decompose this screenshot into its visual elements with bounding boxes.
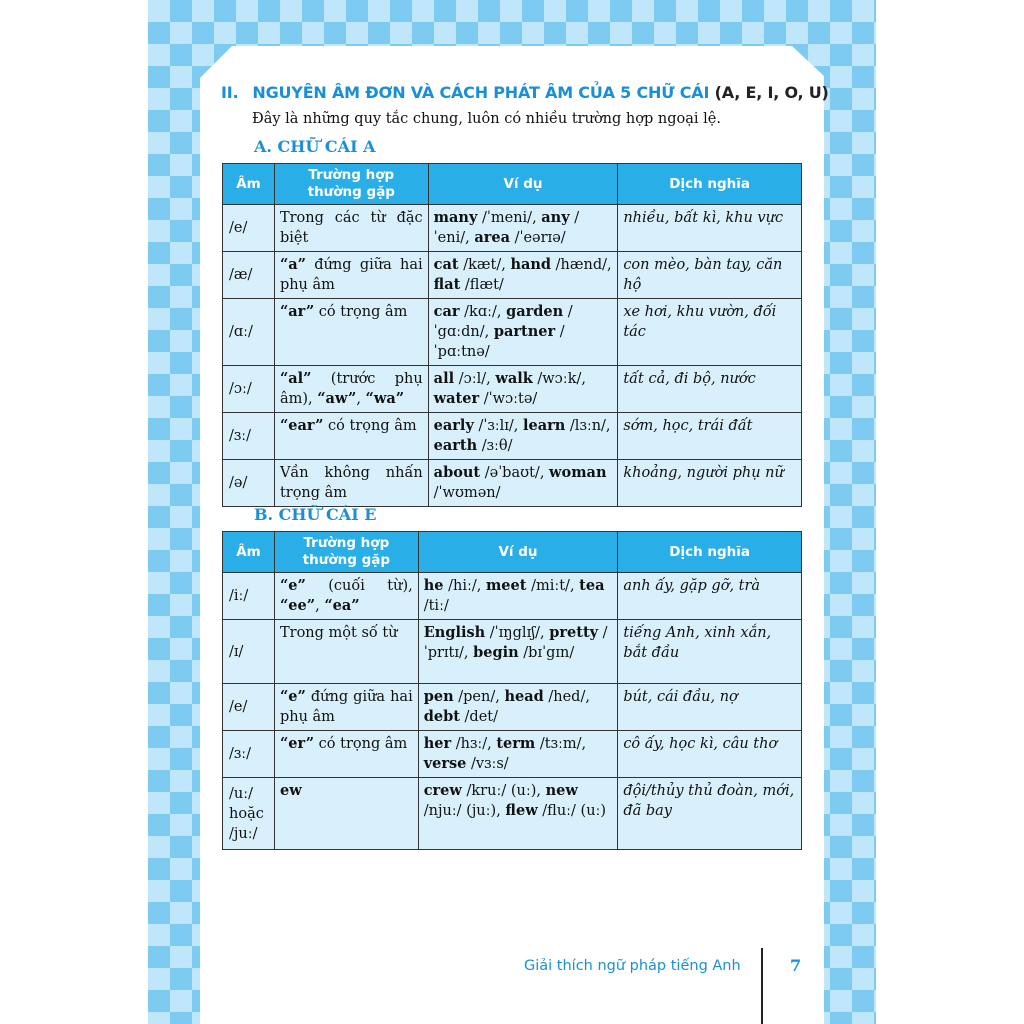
header-example: Ví dụ bbox=[418, 532, 618, 573]
page-number: 7 bbox=[790, 956, 802, 975]
case-cell: “ar” có trọng âm bbox=[274, 299, 428, 366]
example-cell: early /ˈɜːlɪ/, learn /lɜːn/, earth /ɜːθ/ bbox=[428, 413, 618, 460]
section-number: II. bbox=[221, 83, 239, 102]
example-cell: English /ˈɪŋglɪʃ/, pretty /ˈprɪtɪ/, begin /bɪˈgɪn/ bbox=[418, 620, 618, 684]
table-row bbox=[223, 684, 802, 731]
meaning-cell: cô ấy, học kì, câu thơ bbox=[618, 731, 802, 778]
table-header-row bbox=[223, 164, 802, 205]
header-am: Âm bbox=[223, 532, 275, 573]
section-intro: Đây là những quy tắc chung, luôn có nhiều trường hợp ngoại lệ. bbox=[252, 111, 721, 127]
header-example: Ví dụ bbox=[428, 164, 618, 205]
subheading-letter-a: A. CHỮ CÁI A bbox=[254, 137, 376, 156]
table-row bbox=[223, 205, 802, 252]
table-row bbox=[223, 573, 802, 620]
meaning-cell: tất cả, đi bộ, nước bbox=[618, 366, 802, 413]
case-cell: “e” đứng giữa hai phụ âm bbox=[274, 684, 418, 731]
case-cell: Trong các từ đặc biệt bbox=[274, 205, 428, 252]
case-cell: “al” (trước phụ âm), “aw”, “wa” bbox=[274, 366, 428, 413]
footer-divider bbox=[761, 948, 763, 1024]
section-title: NGUYÊN ÂM ĐƠN VÀ CÁCH PHÁT ÂM CỦA 5 CHỮ CÁI bbox=[252, 83, 710, 102]
example-cell: about /əˈbaʊt/, woman /ˈwʊmən/ bbox=[428, 460, 618, 507]
section-letters: (A, E, I, O, U) bbox=[714, 83, 829, 102]
sound-cell: /e/ bbox=[223, 684, 275, 731]
table-letter-a bbox=[222, 163, 802, 507]
sound-cell: /ɪ/ bbox=[223, 620, 275, 684]
example-cell: he /hiː/, meet /miːt/, tea /tiː/ bbox=[418, 573, 618, 620]
sound-cell: /uː/ hoặc /juː/ bbox=[223, 778, 275, 850]
table-a-body bbox=[223, 205, 802, 507]
header-am: Âm bbox=[223, 164, 275, 205]
table-row bbox=[223, 620, 802, 684]
header-meaning: Dịch nghĩa bbox=[618, 164, 802, 205]
table-header-row bbox=[223, 532, 802, 573]
case-cell: “er” có trọng âm bbox=[274, 731, 418, 778]
meaning-cell: đội/thủy thủ đoàn, mới, đã bay bbox=[618, 778, 802, 850]
sound-cell: /æ/ bbox=[223, 252, 275, 299]
meaning-cell: bút, cái đầu, nợ bbox=[618, 684, 802, 731]
example-cell: all /ɔːl/, walk /wɔːk/, water /ˈwɔːtə/ bbox=[428, 366, 618, 413]
subheading-letter-e: B. CHỮ CÁI E bbox=[254, 505, 377, 524]
table-row bbox=[223, 778, 802, 850]
footer-book-title: Giải thích ngữ pháp tiếng Anh bbox=[524, 958, 741, 974]
example-cell: crew /kruː/ (uː), new /njuː/ (juː), flew /fluː/ (uː) bbox=[418, 778, 618, 850]
example-cell: car /kɑː/, garden /ˈgɑːdn/, partner /ˈpɑːtnə/ bbox=[428, 299, 618, 366]
sound-cell: /ɜː/ bbox=[223, 731, 275, 778]
sound-cell: /ɜː/ bbox=[223, 413, 275, 460]
case-cell: Trong một số từ bbox=[274, 620, 418, 684]
example-cell: her /hɜː/, term /tɜːm/, verse /vɜːs/ bbox=[418, 731, 618, 778]
meaning-cell: tiếng Anh, xinh xắn, bắt đầu bbox=[618, 620, 802, 684]
sound-cell: /ɑː/ bbox=[223, 299, 275, 366]
table-row bbox=[223, 366, 802, 413]
sound-cell: /ɔː/ bbox=[223, 366, 275, 413]
case-cell: Vần không nhấn trọng âm bbox=[274, 460, 428, 507]
meaning-cell: sớm, học, trái đất bbox=[618, 413, 802, 460]
case-cell: “e” (cuối từ), “ee”, “ea” bbox=[274, 573, 418, 620]
header-case: Trường hợp thường gặp bbox=[274, 164, 428, 205]
example-cell: many /ˈmeni/, any /ˈeni/, area /ˈeərɪə/ bbox=[428, 205, 618, 252]
meaning-cell: anh ấy, gặp gỡ, trà bbox=[618, 573, 802, 620]
table-letter-e bbox=[222, 531, 802, 850]
section-heading bbox=[221, 83, 829, 102]
table-row bbox=[223, 460, 802, 507]
meaning-cell: xe hơi, khu vườn, đối tác bbox=[618, 299, 802, 366]
header-case: Trường hợp thường gặp bbox=[274, 532, 418, 573]
sound-cell: /ə/ bbox=[223, 460, 275, 507]
sound-cell: /iː/ bbox=[223, 573, 275, 620]
table-row bbox=[223, 413, 802, 460]
table-row bbox=[223, 731, 802, 778]
meaning-cell: nhiều, bất kì, khu vực bbox=[618, 205, 802, 252]
table-e-body bbox=[223, 573, 802, 850]
header-meaning: Dịch nghĩa bbox=[618, 532, 802, 573]
meaning-cell: con mèo, bàn tay, căn hộ bbox=[618, 252, 802, 299]
meaning-cell: khoảng, người phụ nữ bbox=[618, 460, 802, 507]
example-cell: pen /pen/, head /hed/, debt /det/ bbox=[418, 684, 618, 731]
case-cell: “a” đứng giữa hai phụ âm bbox=[274, 252, 428, 299]
case-cell: ew bbox=[274, 778, 418, 850]
example-cell: cat /kæt/, hand /hænd/, flat /flæt/ bbox=[428, 252, 618, 299]
table-row bbox=[223, 299, 802, 366]
sound-cell: /e/ bbox=[223, 205, 275, 252]
table-row bbox=[223, 252, 802, 299]
case-cell: “ear” có trọng âm bbox=[274, 413, 428, 460]
